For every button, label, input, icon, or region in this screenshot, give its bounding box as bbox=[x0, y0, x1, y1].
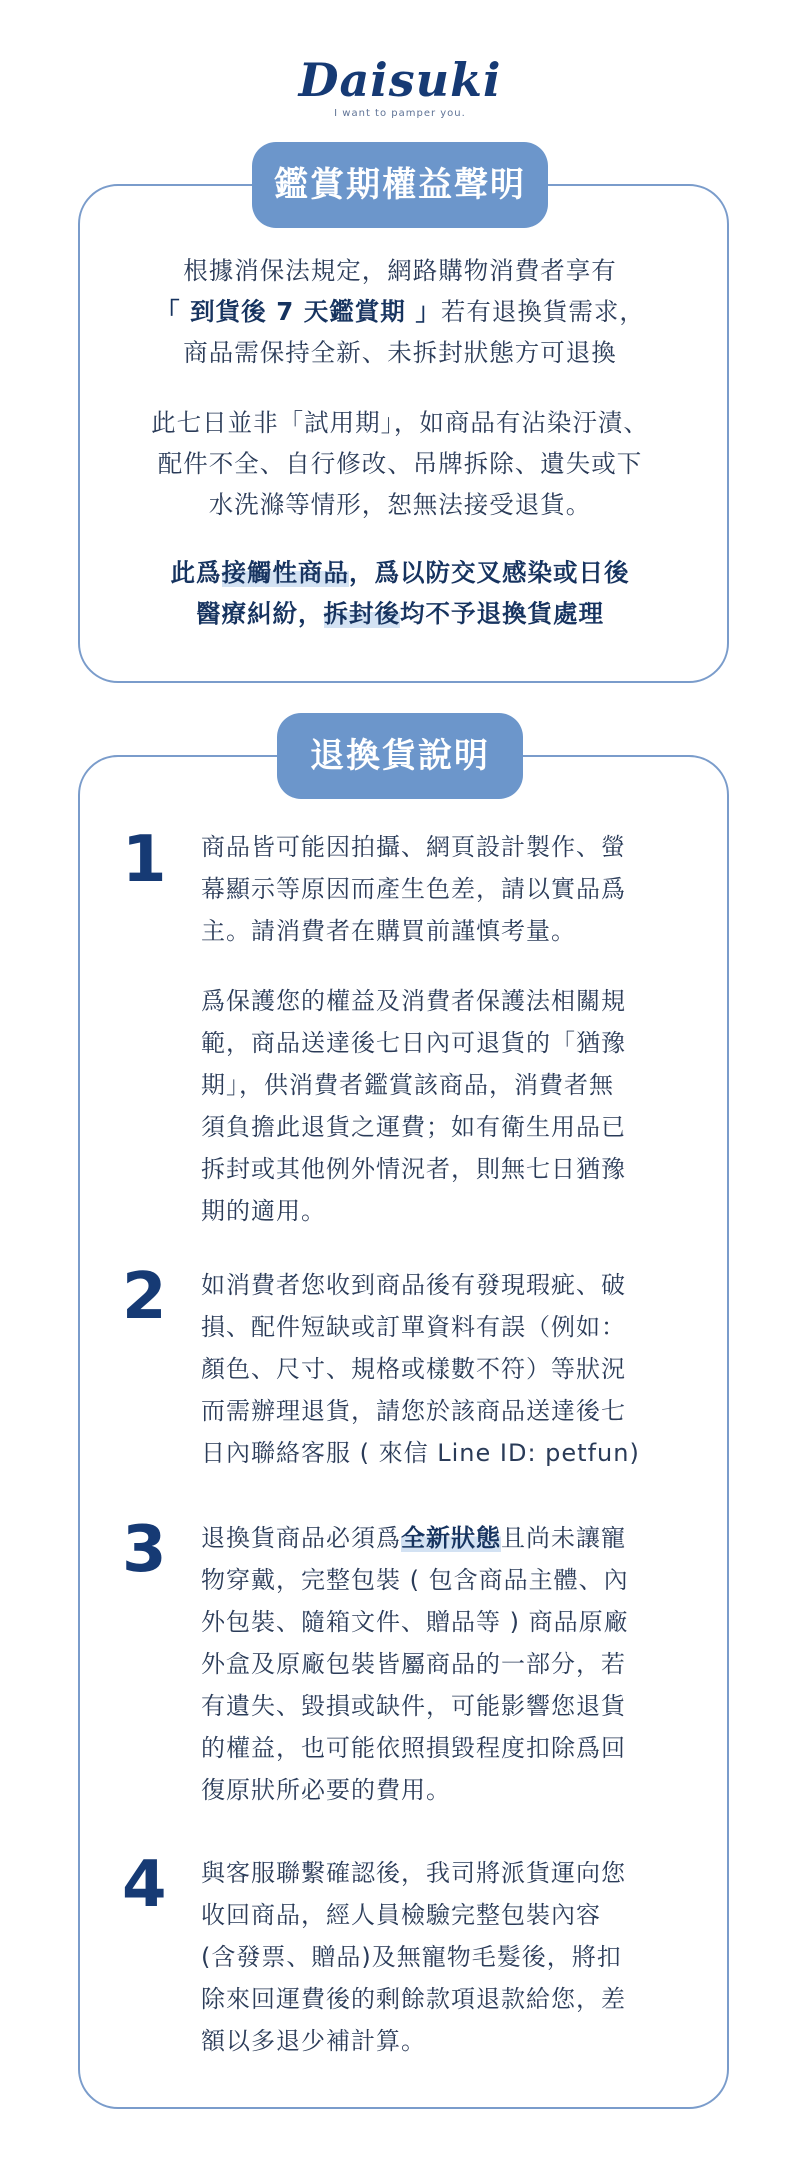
item-number-4: 4 bbox=[122, 1848, 167, 1922]
contact-product-notice bbox=[110, 552, 690, 634]
appreciation-intro-paragraph bbox=[110, 250, 690, 373]
text-span: 且尚未讓寵 bbox=[501, 1524, 626, 1552]
text-span: 此爲 bbox=[170, 558, 222, 587]
text-line: 物穿戴，完整包裝 ( 包含商品主體、內 bbox=[201, 1566, 629, 1594]
text-line: 顏色、尺寸、規格或樣數不符）等狀況 bbox=[201, 1355, 626, 1383]
text-span: 退換貨商品必須爲 bbox=[201, 1524, 401, 1552]
appreciation-period-title: 鑑賞期權益聲明 bbox=[252, 142, 548, 228]
text-line: 期的適用。 bbox=[201, 1197, 326, 1225]
text-line: 如消費者您收到商品後有發現瑕疵、破 bbox=[201, 1271, 626, 1299]
text-line: 額以多退少補計算。 bbox=[201, 2027, 426, 2055]
text-span: 若有退換貨需求， bbox=[440, 297, 645, 326]
text-line: 有遺失、毀損或缺件，可能影響您退貨 bbox=[201, 1692, 626, 1720]
text-line: 與客服聯繫確認後，我司將派貨運向您 bbox=[201, 1859, 626, 1887]
highlight-contact-product: 接觸性商品 bbox=[221, 558, 349, 587]
text-line: 而需辦理退貨，請您於該商品送達後七 bbox=[201, 1397, 626, 1425]
text-span: 均不予退換貨處理 bbox=[400, 599, 604, 628]
return-policy-title: 退換貨說明 bbox=[277, 713, 523, 799]
highlight-after-unseal: 拆封後 bbox=[323, 599, 400, 628]
text-line: 幕顯示等原因而產生色差，請以實品爲 bbox=[201, 875, 626, 903]
return-item-4 bbox=[201, 1852, 687, 2062]
logo-wordmark: Daisuki bbox=[298, 53, 502, 107]
return-item-1 bbox=[201, 826, 687, 952]
text-line bbox=[110, 593, 690, 634]
text-line: 外包裝、隨箱文件、贈品等 ) 商品原廠 bbox=[201, 1608, 629, 1636]
logo-tagline: I want to pamper you. bbox=[334, 108, 466, 119]
text-line bbox=[201, 1517, 687, 1559]
text-line: 商品需保持全新、未拆封狀態方可退換 bbox=[183, 338, 617, 367]
text-line: 主。請消費者在購買前謹慎考量。 bbox=[201, 917, 576, 945]
item-number-3: 3 bbox=[122, 1513, 167, 1587]
not-trial-paragraph bbox=[110, 402, 690, 525]
return-item-2 bbox=[201, 1264, 687, 1474]
item-number-1: 1 bbox=[122, 823, 167, 897]
text-line: 配件不全、自行修改、吊牌拆除、遺失或下 bbox=[157, 449, 643, 478]
text-line: 復原狀所必要的費用。 bbox=[201, 1776, 451, 1804]
text-line: 除來回運費後的剩餘款項退款給您，差 bbox=[201, 1985, 626, 2013]
brand-logo bbox=[0, 54, 800, 119]
text-line: 水洗滌等情形，恕無法接受退貨。 bbox=[208, 490, 592, 519]
item-number-2: 2 bbox=[122, 1260, 167, 1334]
text-line: 拆封或其他例外情況者，則無七日猶豫 bbox=[201, 1155, 626, 1183]
text-line: 的權益，也可能依照損毀程度扣除爲回 bbox=[201, 1734, 626, 1762]
text-line: 商品皆可能因拍攝、網頁設計製作、螢 bbox=[201, 833, 626, 861]
text-line bbox=[110, 552, 690, 593]
text-line: 期」，供消費者鑑賞該商品，消費者無 bbox=[201, 1071, 614, 1099]
text-line: 須負擔此退貨之運費；如有衛生用品已 bbox=[201, 1113, 626, 1141]
text-line: 範，商品送達後七日內可退貨的「猶豫 bbox=[201, 1029, 626, 1057]
text-line: 日內聯絡客服 ( 來信 Line ID: petfun) bbox=[201, 1439, 640, 1467]
return-item-3 bbox=[201, 1517, 687, 1811]
text-line: 根據消保法規定，網路購物消費者享有 bbox=[183, 256, 617, 285]
text-line: (含發票、贈品)及無寵物毛髮後，將扣 bbox=[201, 1943, 622, 1971]
return-item-1-continued bbox=[201, 980, 687, 1232]
text-line bbox=[110, 291, 690, 332]
text-line: 爲保護您的權益及消費者保護法相關規 bbox=[201, 987, 626, 1015]
text-line: 收回商品，經人員檢驗完整包裝內容 bbox=[201, 1901, 601, 1929]
text-span: ，爲以防交叉感染或日後 bbox=[349, 558, 630, 587]
text-line: 外盒及原廠包裝皆屬商品的一部分，若 bbox=[201, 1650, 626, 1678]
text-span: 醫療糾紛， bbox=[196, 599, 324, 628]
highlight-brand-new: 全新狀態 bbox=[401, 1524, 501, 1552]
text-line: 損、配件短缺或訂單資料有誤（例如： bbox=[201, 1313, 626, 1341]
seven-day-emphasis: 「 到貨後 7 天鑑賞期 」 bbox=[155, 297, 441, 326]
text-line: 此七日並非「試用期」，如商品有沾染汙漬、 bbox=[151, 408, 649, 437]
